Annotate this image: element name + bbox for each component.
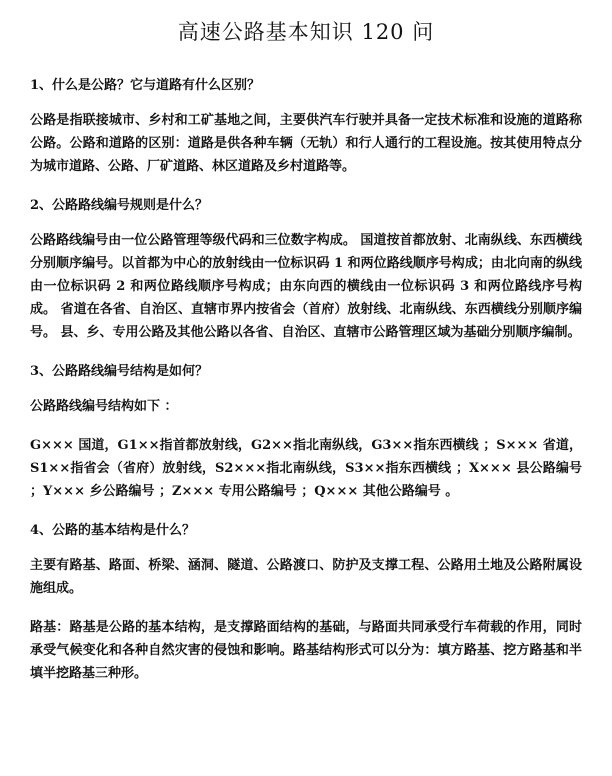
section-4-detail-text: 路基是公路的基本结构，是支撑路面结构的基础，与路面共同承受行车荷载的作用，同时承受气候变化和各种自然灾害的侵蚀和影响。路基结构形式可以分为：填方路基、挖方路基和半填半挖路基三种形。 — [30, 620, 582, 681]
section-3-answer: 公路路线编号结构如下 ： — [30, 399, 178, 414]
page-title: 高速公路基本知识 120 问 — [177, 20, 435, 44]
section-3-detail: G××× 国道，G1××指首都放射线，G2××指北南纵线，G3××指东西横线 ；S××× 省道，S1××指省会（省府）放射线，S2×××指北南纵线，S3××指东西横线 ；X××× 县公路编号 ；Y××× 乡公路编号 ；Z××× 专用公路编号 ；Q××× 其他公路编号 。 — [30, 438, 582, 499]
section-3-question: 3、公路路线编号结构是如何？ — [30, 364, 209, 379]
section-2-answer: 公路路线编号由一位公路管理等级代码和三位数字构成。 国道按首都放射、北南纵线、东西横线分别顺序编号。以首都为中心的放射线由一位标识码 1 和两位路线顺序号构成；由北向南的纵线由一位标识码 2 和两位路线顺序号构成；由东向西的横线由一位标识码 3 和两位路线序号构成。 省道在各省、自治区、直辖市界内按省会（首府）放射线、北南纵线、东西横线分别顺序编号。 县、乡、专用公路及其他公路以各省、自治区、直辖市公路管理区域为基础分别顺序编制。 — [30, 233, 582, 340]
section-4-detail-label: 路基： — [30, 620, 70, 635]
section-1-question: 1、什么是公路？它与道路有什么区别？ — [30, 78, 261, 93]
section-1-answer: 公路是指联接城市、乡村和工矿基地之间，主要供汽车行驶并具备一定技术标准和设施的道路称公路。公路和道路的区别：道路是供各种车辆（无轨）和行人通行的工程设施。按其使用特点分为城市道路、公路、厂矿道路、林区道路及乡村道路等。 — [30, 113, 582, 174]
section-4-question: 4、公路的基本结构是什么？ — [30, 523, 196, 538]
section-2-question: 2、公路路线编号规则是什么？ — [30, 198, 209, 213]
section-4-answer: 主要有路基、路面、桥梁、涵洞、隧道、公路渡口、防护及支撑工程、公路用土地及公路附属设施组成。 — [30, 558, 582, 596]
section-4-detail — [30, 616, 582, 685]
